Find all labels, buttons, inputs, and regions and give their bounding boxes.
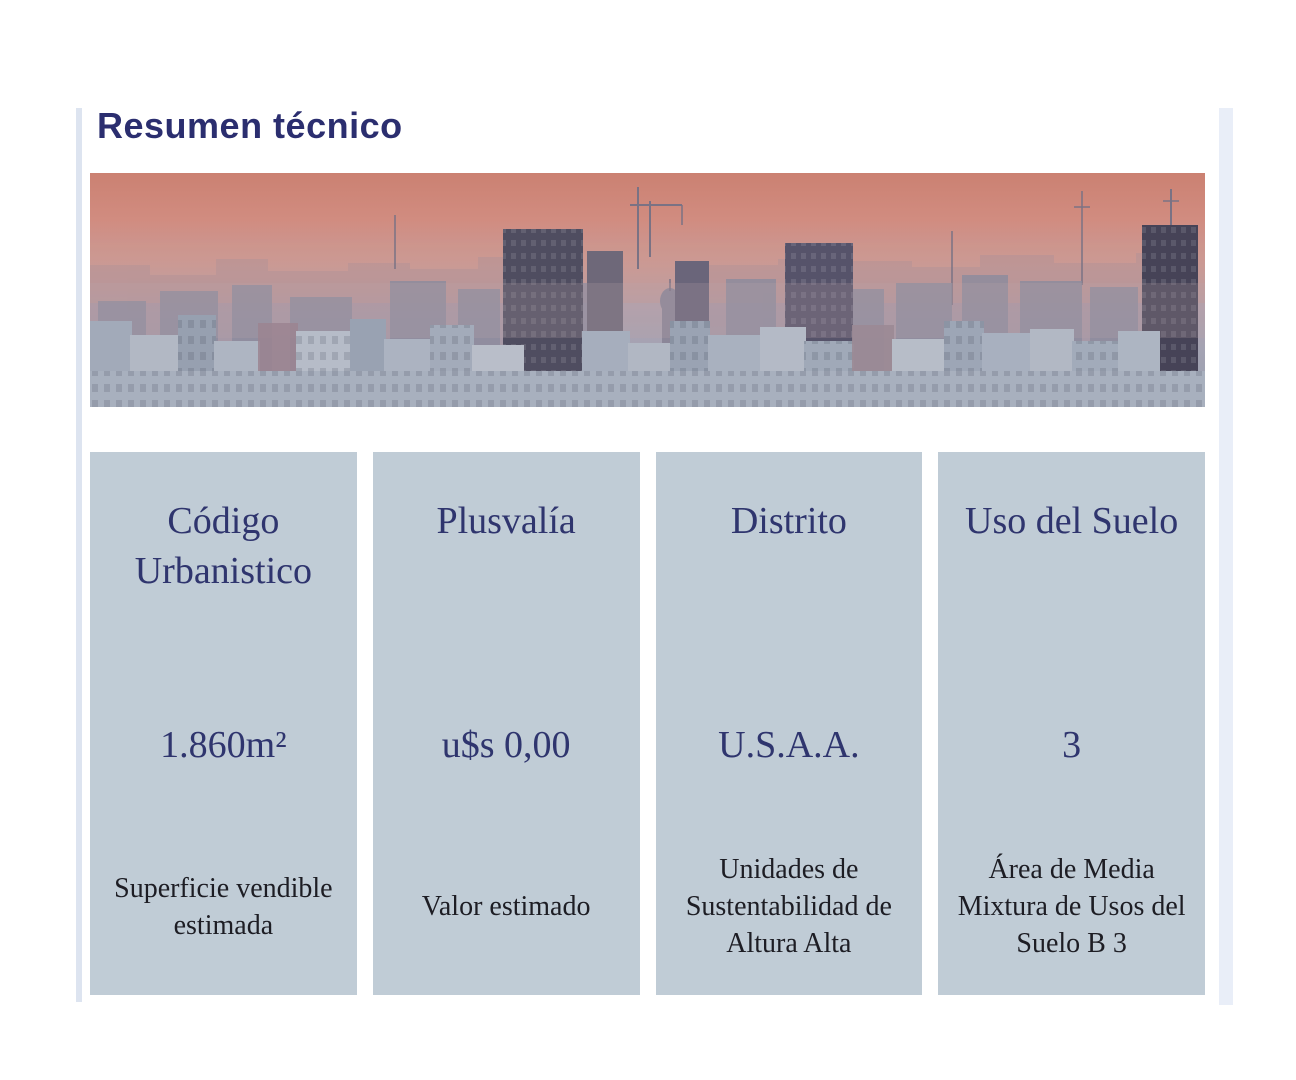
card-value: u$s 0,00 bbox=[441, 724, 571, 766]
card-title: Plusvalía bbox=[436, 500, 576, 542]
card-uso-del-suelo bbox=[938, 452, 1205, 995]
card-title: Distrito bbox=[730, 500, 847, 542]
card-title: Uso del Suelo bbox=[965, 500, 1179, 542]
city-skyline-sunset-image bbox=[90, 173, 1205, 407]
card-caption: Unidades de Sustentabilidad de Altura Alta bbox=[685, 854, 892, 959]
card-value: U.S.A.A. bbox=[718, 724, 860, 766]
card-caption: Valor estimado bbox=[421, 891, 591, 922]
card-distrito bbox=[656, 452, 923, 995]
left-border-strip bbox=[76, 108, 82, 1002]
card-caption: Superficie vendible estimada bbox=[114, 872, 333, 941]
card-codigo-urbanistico bbox=[90, 452, 357, 995]
card-caption: Área de Media Mixtura de Usos del Suelo B 3 bbox=[957, 854, 1186, 959]
right-border-strip bbox=[1219, 108, 1233, 1005]
card-plusvalia bbox=[373, 452, 640, 995]
card-value: 3 bbox=[1062, 724, 1082, 766]
card-value: 1.860m² bbox=[160, 724, 287, 766]
card-title: Código Urbanistico bbox=[134, 500, 313, 592]
summary-cards bbox=[90, 452, 1205, 995]
page-title: Resumen técnico bbox=[97, 105, 403, 146]
